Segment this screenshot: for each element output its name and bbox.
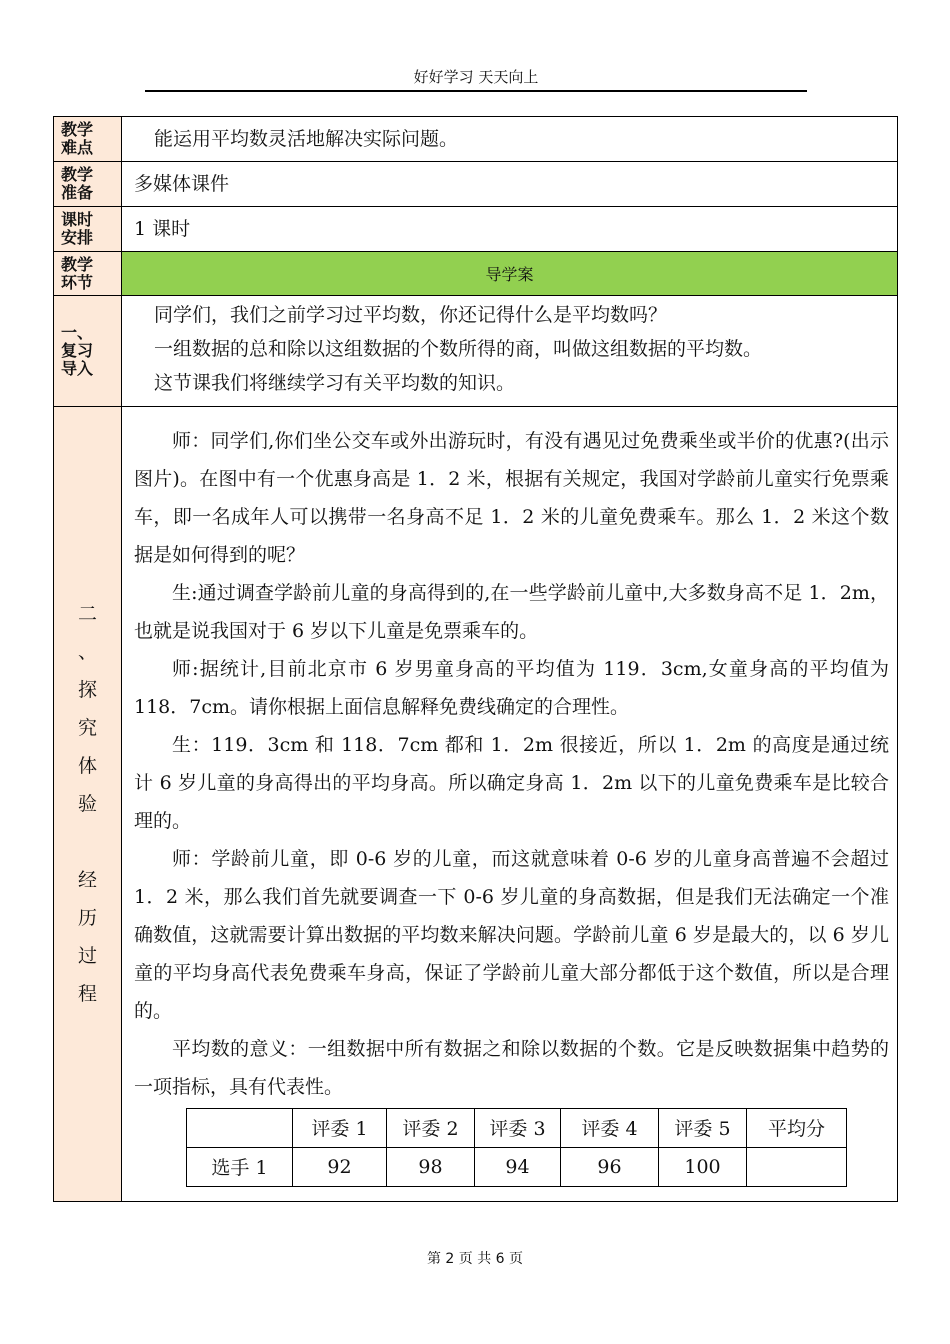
paragraph: 师：学龄前儿童，即 0-6 岁的儿童，而这就意味着 0-6 岁的儿童身高普遍不会超过 1．2 米，那么我们首先就要调查一下 0-6 岁儿童的身高数据，但是我们无法确定一个准确数值，这就需要计算出数据的平均数来解决问题。学龄前儿童 6 岁是最大的，以 6 岁儿童的平均身高代表免费乘车身高，保证了学龄前儿童大部分都低于这个数值，所以是合理的。 <box>134 847 889 1022</box>
label-difficulty <box>54 117 122 162</box>
label-schedule <box>54 207 122 252</box>
label-line: 复习 <box>61 341 94 360</box>
label-char: 过 <box>77 945 97 967</box>
score-row <box>187 1147 847 1186</box>
score-header-cell: 评委 1 <box>293 1108 387 1147</box>
label-stage <box>54 252 122 296</box>
paragraph: 生：119．3cm 和 118．7cm 都和 1．2m 很接近，所以 1．2m 的高度是通过统计 6 岁儿童的身高得出的平均身高。所以确定身高 1．2m 以下的儿童免费乘车是比较合理的。 <box>134 733 889 832</box>
score-cell: 98 <box>387 1147 475 1186</box>
label-preparation <box>54 162 122 207</box>
stage-title: 导学案 <box>122 252 898 296</box>
lesson-plan-table <box>53 116 898 1202</box>
score-cell: 96 <box>561 1147 659 1186</box>
score-header-cell: 评委 3 <box>475 1108 561 1147</box>
label-explore <box>54 407 122 1202</box>
label-line: 课时 <box>61 210 94 229</box>
content-preparation: 多媒体课件 <box>122 162 898 207</box>
paragraph: 一组数据的总和除以这组数据的个数所得的商，叫做这组数据的平均数。 <box>154 338 763 360</box>
label-line: 导入 <box>61 359 94 378</box>
score-header-cell: 评委 5 <box>659 1108 747 1147</box>
label-char: 程 <box>77 983 97 1005</box>
score-header-cell: 评委 4 <box>561 1108 659 1147</box>
row-schedule <box>54 207 898 252</box>
row-difficulty <box>54 117 898 162</box>
label-char: 探 <box>77 679 97 701</box>
paragraph: 这节课我们将继续学习有关平均数的知识。 <box>154 372 516 394</box>
label-char: 历 <box>77 907 97 929</box>
content-explore <box>122 407 898 1202</box>
label-spacer <box>54 823 121 861</box>
row-preparation <box>54 162 898 207</box>
label-char: 、 <box>77 641 97 663</box>
score-cell: 选手 1 <box>187 1147 293 1186</box>
page-header: 好好学习 天天向上 <box>145 68 807 92</box>
score-header-cell <box>187 1108 293 1147</box>
label-line: 一、 <box>61 323 94 342</box>
paragraph: 同学们，我们之前学习过平均数，你还记得什么是平均数吗？ <box>154 304 668 326</box>
label-line: 难点 <box>61 138 94 157</box>
label-review <box>54 296 122 407</box>
row-review <box>54 296 898 407</box>
label-char: 验 <box>77 793 97 815</box>
label-line: 教学 <box>61 120 94 139</box>
score-cell: 94 <box>475 1147 561 1186</box>
label-char: 体 <box>77 755 97 777</box>
paragraph: 师:据统计,目前北京市 6 岁男童身高的平均值为 119．3cm,女童身高的平均值为 118．7cm。请你根据上面信息解释免费线确定的合理性。 <box>134 657 889 718</box>
content-difficulty: 能运用平均数灵活地解决实际问题。 <box>122 117 898 162</box>
row-explore <box>54 407 898 1202</box>
score-header-cell: 平均分 <box>747 1108 847 1147</box>
score-header-row <box>187 1108 847 1147</box>
label-line: 安排 <box>61 228 94 247</box>
score-table <box>186 1108 847 1187</box>
content-review <box>122 296 898 407</box>
label-char: 究 <box>77 717 97 739</box>
score-cell: 100 <box>659 1147 747 1186</box>
row-stage <box>54 252 898 296</box>
paragraph: 师：同学们,你们坐公交车或外出游玩时，有没有遇见过免费乘坐或半价的优惠?(出示图片)。在图中有一个优惠身高是 1．2 米，根据有关规定，我国对学龄前儿童实行免票乘车，即一名成年人可以携带一名身高不足 1．2 米的儿童免费乘车。那么 1．2 米这个数据是如何得到的呢？ <box>134 429 889 566</box>
score-header-cell: 评委 2 <box>387 1108 475 1147</box>
label-char: 经 <box>77 869 97 891</box>
paragraph: 生:通过调查学龄前儿童的身高得到的,在一些学龄前儿童中,大多数身高不足 1．2m，也就是说我国对于 6 岁以下儿童是免票乘车的。 <box>134 581 889 642</box>
score-cell: 92 <box>293 1147 387 1186</box>
label-line: 准备 <box>61 183 94 202</box>
paragraph: 平均数的意义：一组数据中所有数据之和除以数据的个数。它是反映数据集中趋势的一项指标，具有代表性。 <box>134 1037 889 1098</box>
label-char: 二 <box>77 603 97 625</box>
label-line: 教学 <box>61 254 94 274</box>
content-schedule: 1 课时 <box>122 207 898 252</box>
label-line: 环节 <box>61 272 94 292</box>
label-line: 教学 <box>61 165 94 184</box>
score-cell <box>747 1147 847 1186</box>
page-footer: 第 2 页 共 6 页 <box>426 1251 524 1267</box>
